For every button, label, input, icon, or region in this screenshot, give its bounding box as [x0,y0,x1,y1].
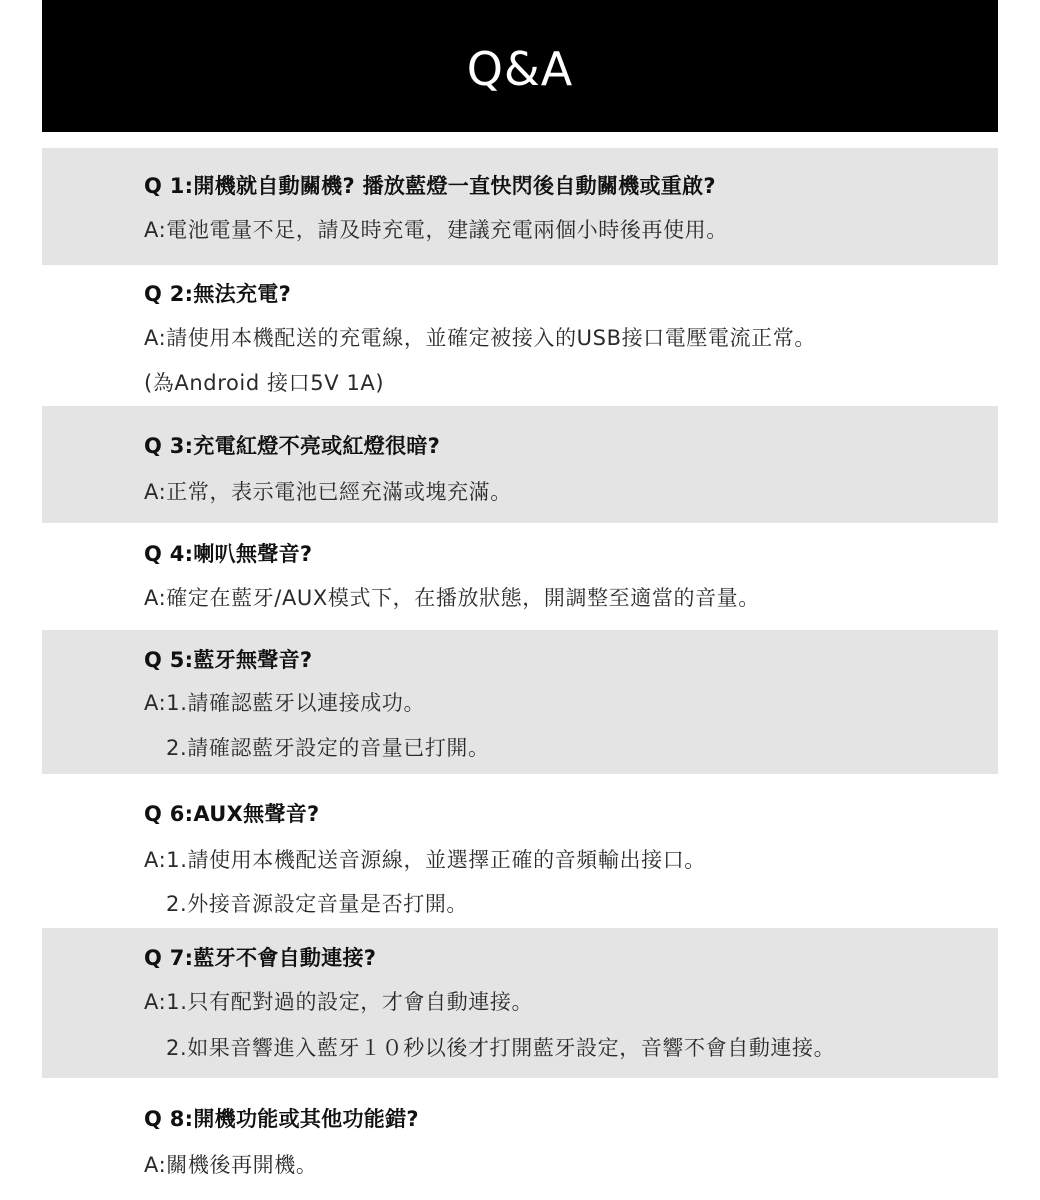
answer-7-line-1: A:1.只有配對過的設定，才會自動連接。 [144,990,534,1014]
question-6: Q 6:AUX無聲音? [144,802,320,826]
answer-7-line-2: 2.如果音響進入藍牙１０秒以後才打開藍牙設定，音響不會自動連接。 [166,1036,836,1060]
answer-1-line-1: A:電池電量不足，請及時充電，建議充電兩個小時後再使用。 [144,218,728,242]
qa-item-6 [42,774,998,928]
page-title: Q&A [466,42,574,96]
qa-item-4 [42,523,998,630]
qa-item-2 [42,265,998,406]
qa-item-8 [42,1078,998,1200]
question-5: Q 5:藍牙無聲音? [144,648,313,672]
question-8: Q 8:開機功能或其他功能錯? [144,1107,419,1131]
answer-6-line-1: A:1.請使用本機配送音源線，並選擇正確的音頻輸出接口。 [144,848,706,872]
answer-4-line-1: A:確定在藍牙/AUX模式下，在播放狀態，開調整至適當的音量。 [144,586,760,610]
qa-item-5 [42,630,998,774]
qa-item-3 [42,406,998,523]
question-3: Q 3:充電紅燈不亮或紅燈很暗? [144,434,441,458]
answer-5-line-2: 2.請確認藍牙設定的音量已打開。 [166,736,490,760]
answer-2-line-2: (為Android 接口5V 1A) [144,371,385,395]
question-1: Q 1:開機就自動關機? 播放藍燈一直快閃後自動關機或重啟? [144,174,716,198]
answer-2-line-1: A:請使用本機配送的充電線，並確定被接入的USB接口電壓電流正常。 [144,326,816,350]
qa-header-banner [42,0,998,132]
answer-8-line-1: A:關機後再開機。 [144,1153,318,1177]
question-4: Q 4:喇叭無聲音? [144,542,313,566]
qa-item-7 [42,928,998,1078]
question-7: Q 7:藍牙不會自動連接? [144,946,377,970]
answer-6-line-2: 2.外接音源設定音量是否打開。 [166,892,469,916]
qa-item-1 [42,148,998,265]
question-2: Q 2:無法充電? [144,282,292,306]
answer-5-line-1: A:1.請確認藍牙以連接成功。 [144,691,426,715]
answer-3-line-1: A:正常，表示電池已經充滿或塊充滿。 [144,480,512,504]
